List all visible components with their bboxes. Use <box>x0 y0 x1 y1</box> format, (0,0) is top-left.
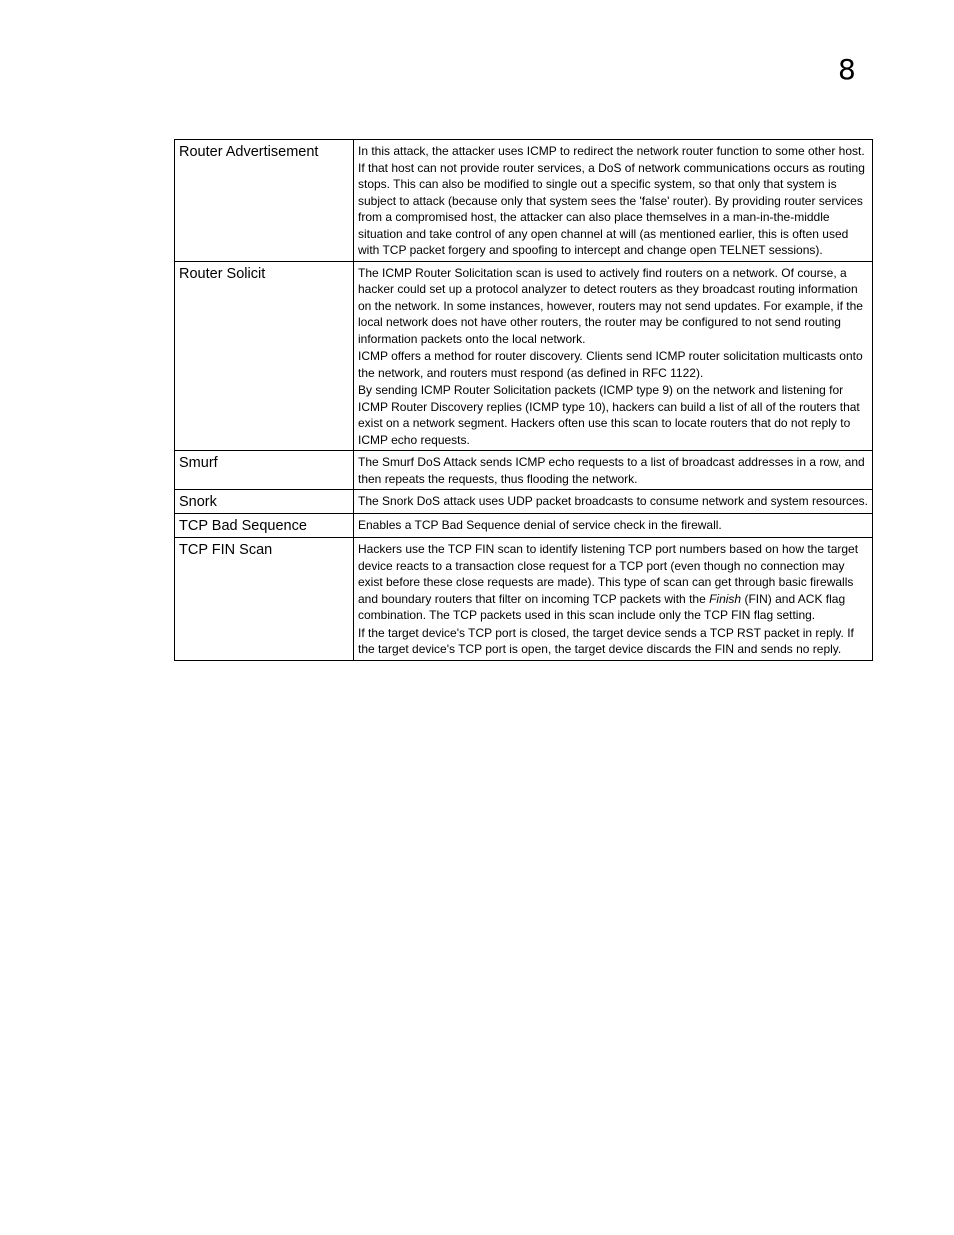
description-paragraph: The Smurf DoS Attack sends ICMP echo requests to a list of broadcast addresses in a row, and then repeats the requests, thus flooding the network. <box>358 455 865 486</box>
description-paragraph <box>358 541 868 624</box>
table-row-tcp-fin-scan <box>175 538 873 661</box>
row-term: Router Advertisement <box>175 140 354 262</box>
row-term: Snork <box>175 490 354 514</box>
description-paragraph: By sending ICMP Router Solicitation packets (ICMP type 9) on the network and listening for ICMP Router Discovery replies (ICMP type 10), hackers can build a list of all of the routers that exist on a network segment. Hackers often use this scan to locate routers that do not reply to ICMP echo requests. <box>358 383 860 447</box>
chapter-number: 8 <box>838 53 856 86</box>
row-term: TCP FIN Scan <box>175 538 354 661</box>
table-row-router-advertisement <box>175 140 873 262</box>
description-paragraph: In this attack, the attacker uses ICMP to redirect the network router function to some other host. If that host can not provide router services, a DoS of network communications occurs as routing stops. This can also be modified to single out a specific system, so that only that system is subject to attack (because only that system sees the 'false' router). By providing router services from a compromised host, the attacker can also place themselves in a man-in-the-middle situation and take control of any open channel at will (as mentioned earlier, this is often used with TCP packet forgery and spoofing to intercept and change open TELNET sessions). <box>358 144 865 257</box>
text-run: (FIN) and ACK flag combination. The TCP packets used in this scan include only the TCP FIN flag setting. <box>358 591 846 622</box>
table-row-tcp-bad-sequence <box>175 514 873 538</box>
table-row-router-solicit <box>175 261 873 451</box>
description-paragraph: ICMP offers a method for router discovery. Clients send ICMP router solicitation multicasts onto the network, and routers must respond (as defined in RFC 1122). <box>358 349 863 380</box>
table-row-snork <box>175 490 873 514</box>
text-run: Hackers use the TCP FIN scan to identify listening TCP port numbers based on how the target device reacts to a transaction close request for a TCP port (even though no connection may exist before these close requests are made). This type of scan can get through basic firewalls and boundary routers that filter on incoming TCP packets with the <box>358 542 859 606</box>
table-row-smurf <box>175 451 873 490</box>
italic-term: Finish <box>709 591 742 606</box>
row-description <box>354 451 873 490</box>
row-term: Router Solicit <box>175 261 354 451</box>
row-description <box>354 514 873 538</box>
row-description <box>354 140 873 262</box>
row-term: Smurf <box>175 451 354 490</box>
description-paragraph: Enables a TCP Bad Sequence denial of service check in the firewall. <box>358 518 722 532</box>
attack-description-table <box>174 139 873 661</box>
description-paragraph: The ICMP Router Solicitation scan is used to actively find routers on a network. Of course, a hacker could set up a protocol analyzer to detect routers as they broadcast routing information on the network. In some instances, however, routers may not send updates. For example, if the local network does not have other routers, the router may be configured to not send routing information packets onto the local network. <box>358 265 863 346</box>
description-paragraph: If the target device's TCP port is closed, the target device sends a TCP RST packet in reply. If the target device's TCP port is open, the target device discards the FIN and sends no reply. <box>358 625 854 656</box>
row-term: TCP Bad Sequence <box>175 514 354 538</box>
row-description <box>354 538 873 661</box>
row-description <box>354 490 873 514</box>
description-paragraph: The Snork DoS attack uses UDP packet broadcasts to consume network and system resources. <box>358 494 869 508</box>
row-description <box>354 261 873 451</box>
